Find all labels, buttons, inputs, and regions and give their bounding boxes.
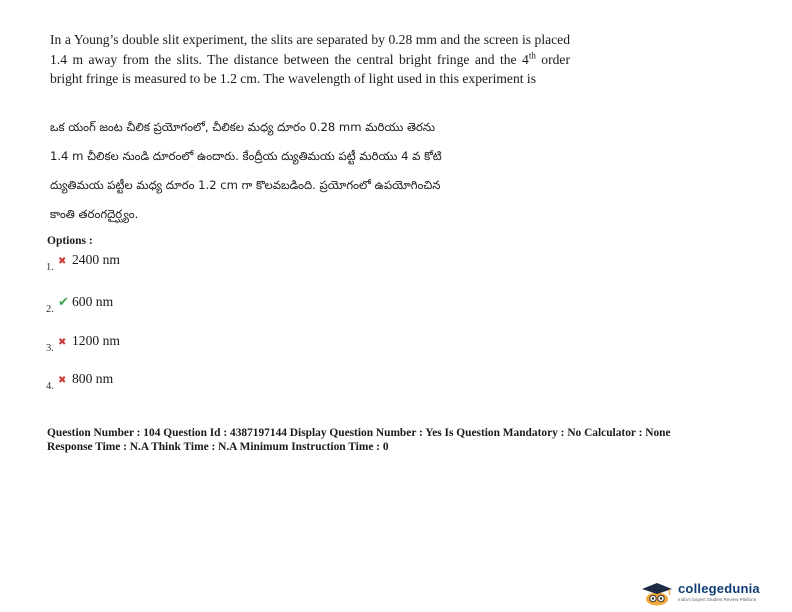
option-3[interactable] (46, 333, 120, 354)
option-text: 1200 nm (72, 333, 120, 348)
metadata-line: Question Number : 104 Question Id : 4387197144 Display Question Number : Yes Is Question Mandatory : No Calculator : None (47, 427, 671, 439)
question-english-part2: order bright fringe is measured to be 1.2 cm. The wavelength of light used in this experiment is (50, 51, 570, 87)
question-text-telugu (50, 120, 580, 236)
telugu-line: ఒక యంగ్ జంట చీలిక ప్రయోగంలో, చీలికల మధ్య దూరం 0.28 mm మరియు తెరను (50, 120, 435, 134)
question-english-superscript: th (528, 50, 536, 61)
option-number: 4. (46, 381, 54, 392)
telugu-line: ద్యుతిమయ పట్టీల మధ్య దూరం 1.2 cm గా కొలవబడింది. ప్రయోగంలో ఉపయోగించిన (50, 178, 441, 192)
option-number: 2. (46, 304, 54, 315)
option-text: 800 nm (72, 371, 114, 386)
wrong-cross-icon: ✖ (58, 375, 67, 386)
graduation-cap-mascot-icon (639, 582, 675, 606)
option-1[interactable] (46, 252, 120, 273)
option-number: 1. (46, 262, 54, 273)
logo-tagline: India's largest Student Review Platform (678, 597, 757, 602)
wrong-cross-icon: ✖ (58, 256, 67, 267)
metadata-line: Response Time : N.A Think Time : N.A Minimum Instruction Time : 0 (47, 440, 389, 453)
option-text: 2400 nm (72, 252, 120, 267)
question-metadata (47, 427, 671, 454)
option-number: 3. (46, 343, 54, 354)
logo-wordmark: collegedunia (678, 581, 760, 596)
wrong-cross-icon: ✖ (58, 337, 67, 348)
telugu-line: కాంతి తరంగదైర్ఘ్యం. (50, 207, 139, 221)
question-english-part1: In a Young’s double slit experiment, the slits are separated by 0.28 mm and the screen is placed 1.4 m away from the slits. The distance between the central bright fringe and the 4 (50, 32, 570, 67)
question-text-english (50, 30, 570, 89)
option-4[interactable] (46, 371, 114, 392)
collegedunia-logo (639, 581, 785, 607)
options-label: Options : (47, 235, 93, 247)
option-text: 600 nm (72, 294, 114, 309)
option-2[interactable] (46, 294, 114, 315)
telugu-line: 1.4 m చీలికల నుండి దూరంలో ఉందారు. కేంద్రీయ ద్యుతిమయ పట్టీ మరియు 4 వ కోటి (50, 149, 442, 163)
correct-check-icon: ✔ (58, 295, 69, 310)
